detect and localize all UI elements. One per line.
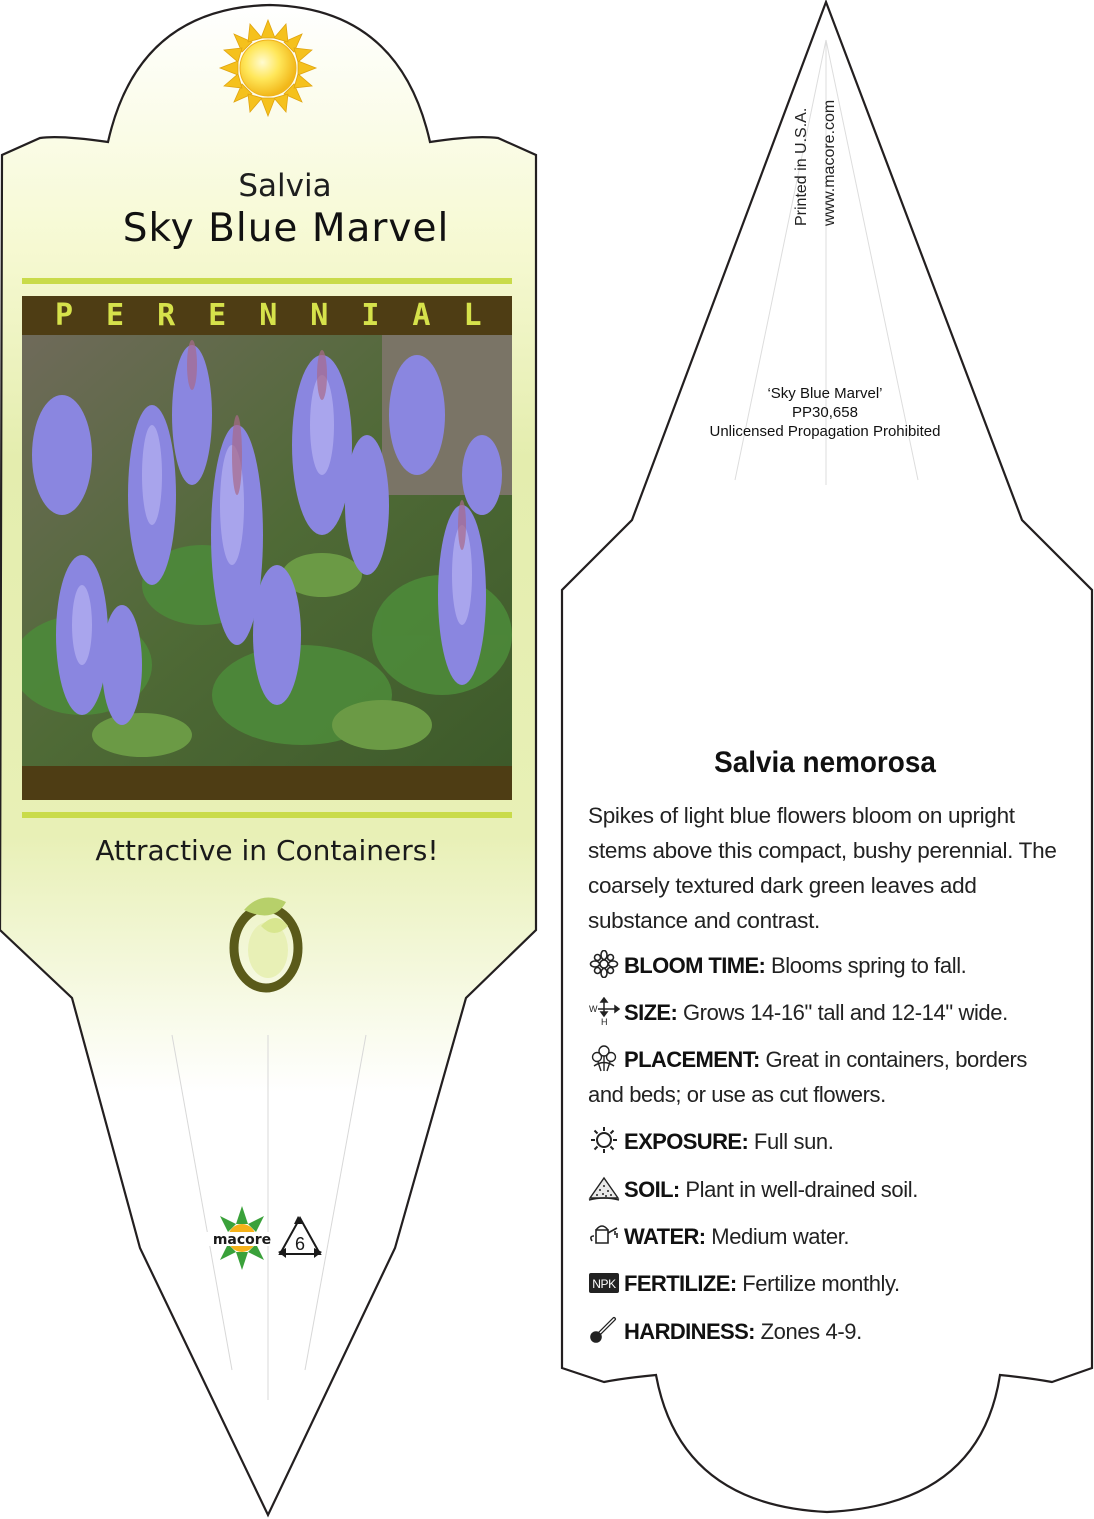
svg-text:H: H xyxy=(601,1017,608,1025)
tagline: Attractive in Containers! xyxy=(95,834,439,867)
soil-icon xyxy=(588,1174,624,1200)
plant-description: Spikes of light blue flowers bloom on upright stems above this compact, bushy perennial. The coarsely textured dark green leaves add substance and contrast. xyxy=(588,803,1057,933)
attr-value: Fertilize monthly. xyxy=(742,1271,900,1296)
attr-exposure xyxy=(588,1124,1068,1159)
recycle-code: 6 xyxy=(294,1234,306,1254)
macore-logo-text: macore xyxy=(212,1232,272,1248)
category-label: PERENNIAL xyxy=(55,298,515,333)
npk-icon xyxy=(588,1268,624,1294)
photo-bottom-band xyxy=(22,766,512,800)
sun-outline-icon xyxy=(588,1126,624,1152)
attr-label: WATER: xyxy=(624,1224,706,1249)
attr-label: SIZE: xyxy=(624,1000,678,1025)
attr-soil xyxy=(588,1172,1068,1207)
svg-text:W: W xyxy=(589,1004,598,1014)
attr-water xyxy=(588,1219,1068,1254)
botanical-name: Salvia nemorosa xyxy=(714,746,936,779)
attr-label: HARDINESS: xyxy=(624,1319,755,1344)
patent-block xyxy=(660,384,990,441)
plant-photo xyxy=(22,335,512,766)
attr-label: BLOOM TIME: xyxy=(624,953,766,978)
printer-info xyxy=(793,60,838,230)
patent-number: PP30,658 xyxy=(792,404,858,421)
attr-label: SOIL: xyxy=(624,1177,680,1202)
svg-text:NPK: NPK xyxy=(592,1277,616,1291)
attr-value: Great in containers, borders and beds; or use as cut flowers. xyxy=(588,1047,1027,1107)
attr-value: Grows 14-16" tall and 12-14" wide. xyxy=(682,1000,1008,1025)
attr-bloom-time xyxy=(588,948,1068,983)
sun-icon xyxy=(220,20,316,116)
attr-placement xyxy=(588,1042,1068,1112)
front-variety-name: Sky Blue Marvel xyxy=(122,206,450,251)
attr-value: Medium water. xyxy=(711,1224,850,1249)
attr-hardiness xyxy=(588,1314,1068,1349)
attr-fertilize xyxy=(588,1266,1068,1301)
front-genus: Salvia xyxy=(238,168,332,204)
attr-value: Full sun. xyxy=(753,1129,834,1154)
size-icon xyxy=(588,997,624,1023)
attr-value: Blooms spring to fall. xyxy=(771,953,967,978)
propagation-notice: Unlicensed Propagation Prohibited xyxy=(709,423,941,440)
flowers-cluster-icon xyxy=(588,1044,624,1070)
watering-can-icon xyxy=(588,1221,624,1247)
attr-size xyxy=(588,995,1068,1030)
printed-in-text: Printed in U.S.A. xyxy=(793,107,810,226)
thermometer-icon xyxy=(588,1316,624,1342)
attr-label: PLACEMENT: xyxy=(624,1047,760,1072)
attr-label: FERTILIZE: xyxy=(624,1271,737,1296)
variety-quoted: ‘Sky Blue Marvel’ xyxy=(767,385,883,402)
attr-value: Plant in well-drained soil. xyxy=(685,1177,918,1202)
attr-label: EXPOSURE: xyxy=(624,1129,749,1154)
website-text: www.macore.com xyxy=(821,99,838,226)
flower-icon xyxy=(588,950,624,976)
attr-value: Zones 4-9. xyxy=(760,1319,862,1344)
